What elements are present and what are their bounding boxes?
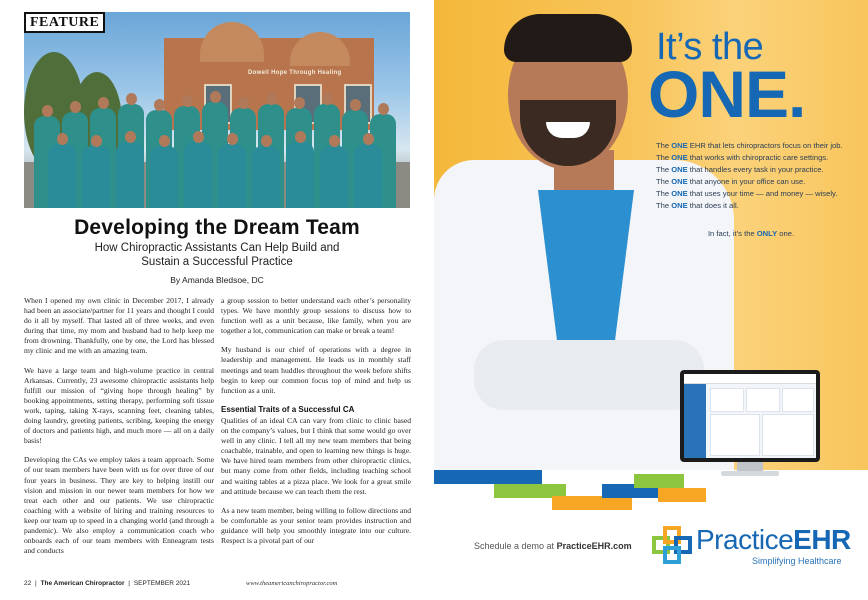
benefit-text: EHR that lets chiropractors focus on their job. [687, 141, 843, 150]
paragraph: We have a large team and high-volume practice in central Arkansas. Currently, 23 awesome chiropractic assistants help fulfill our mission of “giving hope through healing” by booking appointments, setting therapy, performing soft tissue work, taping, taking X-rays, scanning feet, cleaning tables, doing laundry, greeting patients, scribing, keeping the energy of doctors and patients high, and much more — all on a daily basis! [24, 365, 214, 446]
publication-url: www.theamericanchiropractor.com [246, 580, 338, 587]
line-prefix: The [656, 165, 672, 174]
dashboard-card [710, 388, 744, 412]
ad-benefits-list [656, 140, 843, 212]
logo-practice: Practice [696, 524, 794, 555]
dashboard-chart [710, 414, 760, 456]
practiceehr-logo-icon [652, 526, 692, 566]
schedule-text: Schedule a demo at [474, 541, 557, 551]
team-member [320, 146, 348, 208]
dashboard-sidebar [684, 384, 706, 458]
paragraph: Developing the CAs we employ takes a team approach. Some of our team members have been with us for over three of our four years in business. They are key to helping instill our vision and mission in our newer team members for how we treat each other and our patients. We use chiropractic coaching with a website of hiring and training resources to keep our team up to speed in a changing world (and through a pandemic). We also employ a communication coach who onboards each of our team members with Enneagram tests and conducts [24, 455, 214, 556]
paragraph: When I opened my own clinic in December 2017, I already had been an associate/partner for 11 years and thought I could do it all by myself. That lasted all of three weeks, and even during that time, my mom and husband had to help keep me from drowning. Thankfully, one by one, the Lord has blessed my clinic and me with an amazing team. [24, 296, 214, 356]
team-member [82, 146, 110, 208]
benefit-text: that anyone in your office can use. [687, 177, 806, 186]
benefit-emphasis: ONE [671, 201, 688, 210]
benefit-text: that handles every task in your practice. [687, 165, 824, 174]
page-number: 22 [24, 580, 32, 587]
tagline-post: one. [777, 229, 795, 238]
ad-page [434, 0, 868, 600]
logo-ehr: EHR [793, 524, 851, 555]
benefit-text: that works with chiropractic care settings. [687, 153, 829, 162]
team-member [116, 142, 144, 208]
benefit-line [656, 140, 843, 152]
ad-title-line2: ONE. [648, 57, 806, 131]
tagline-pre: In fact, it’s the [707, 229, 757, 238]
benefit-line [656, 200, 843, 212]
team-photo [24, 12, 410, 208]
decor-bar [552, 496, 632, 510]
paragraph: a group session to better understand each other’s personality types. We have monthly group sessions to discuss how to function well as a unit because, like family, when you are together a lot, communication can make or break a team! [221, 296, 411, 336]
practiceehr-link[interactable]: PracticeEHR.com [556, 541, 632, 551]
paragraph: My husband is our chief of operations with a degree in leadership and management. He leads us in monthly staff meetings and team huddles throughout the week before shifts begin to keep our common focus top of mind and help us function as a unit. [221, 345, 411, 395]
team-member [252, 146, 280, 208]
text-column-2 [221, 296, 411, 555]
issue-date: SEPTEMBER 2021 [133, 580, 191, 587]
dashboard-card [746, 388, 780, 412]
line-prefix: The [656, 141, 672, 150]
line-prefix: The [656, 177, 672, 186]
doctor-crossed-arms [474, 340, 704, 410]
monitor-mockup [680, 370, 820, 462]
line-prefix: The [656, 153, 672, 162]
section-heading: Essential Traits of a Successful CA [221, 404, 355, 414]
team-member [184, 142, 212, 208]
benefit-line [656, 176, 843, 188]
benefit-emphasis: ONE [671, 153, 688, 162]
publication-name: The American Chiropractor [40, 580, 125, 587]
line-prefix: The [656, 201, 672, 210]
paragraph: As a new team member, being willing to follow directions and be comfortable as your senior team provides instruction and guidance will help you smoothly integrate into our culture. Respect is a pivotal part of our [221, 505, 411, 545]
benefit-text: that does it all. [687, 201, 739, 210]
benefit-line [656, 164, 843, 176]
logo-subtitle: Simplifying Healthcare [752, 556, 842, 566]
folio-separator: | [128, 580, 130, 587]
text-column-1 [24, 296, 214, 565]
subhead-line: How Chiropractic Assistants Can Help Build and [94, 242, 340, 254]
dashboard-chart [762, 414, 814, 456]
benefit-line [656, 188, 843, 200]
decor-bar [658, 488, 706, 502]
article-subhead [24, 241, 410, 269]
dashboard-card [782, 388, 814, 412]
ehr-dashboard-screenshot [684, 374, 816, 458]
decor-bar [634, 474, 684, 488]
decor-bar [434, 470, 542, 484]
benefit-emphasis: ONE [671, 189, 688, 198]
building-arch [200, 22, 264, 62]
team-member [218, 144, 246, 208]
monitor-base [721, 471, 779, 476]
article-headline: Developing the Dream Team [74, 216, 360, 239]
clinic-sign: Dowell Hope Through Healing [248, 70, 342, 76]
section-tag: FEATURE [24, 12, 105, 33]
benefit-emphasis: ONE [671, 177, 688, 186]
benefit-emphasis: ONE [671, 165, 688, 174]
doctor-hair [504, 14, 632, 62]
line-prefix: The [656, 189, 672, 198]
paragraph: Qualities of an ideal CA can vary from clinic to clinic based on the company’s values, but I think that some would go over well in any clinic. I tell all my new team members that being coachable, trainable, and open to learning new things is huge. We have hired team members from other chiropractic clinics, but many come from other fields, including teaching school and waiting tables at a pizza place. We look for a great smile and attitude because we can teach them the rest. [221, 415, 411, 496]
team-member [286, 142, 314, 208]
page-folio [24, 580, 190, 587]
benefit-line [656, 152, 843, 164]
demo-call-to-action [474, 541, 632, 551]
tagline-emphasis: ONLY [756, 229, 778, 238]
byline: By Amanda Bledsoe, DC [170, 275, 264, 285]
ad-tagline [656, 229, 846, 238]
team-member [48, 144, 76, 208]
ad-title-line1: It’s the [656, 26, 764, 68]
team-member [150, 146, 178, 208]
benefit-text: that uses your time — and money — wisely. [687, 189, 838, 198]
practiceehr-logo-wordmark [696, 524, 851, 556]
benefit-emphasis: ONE [671, 141, 688, 150]
dashboard-topbar [684, 374, 816, 384]
subhead-line: Sustain a Successful Practice [141, 256, 293, 268]
folio-separator: | [35, 580, 37, 587]
team-member [354, 144, 382, 208]
